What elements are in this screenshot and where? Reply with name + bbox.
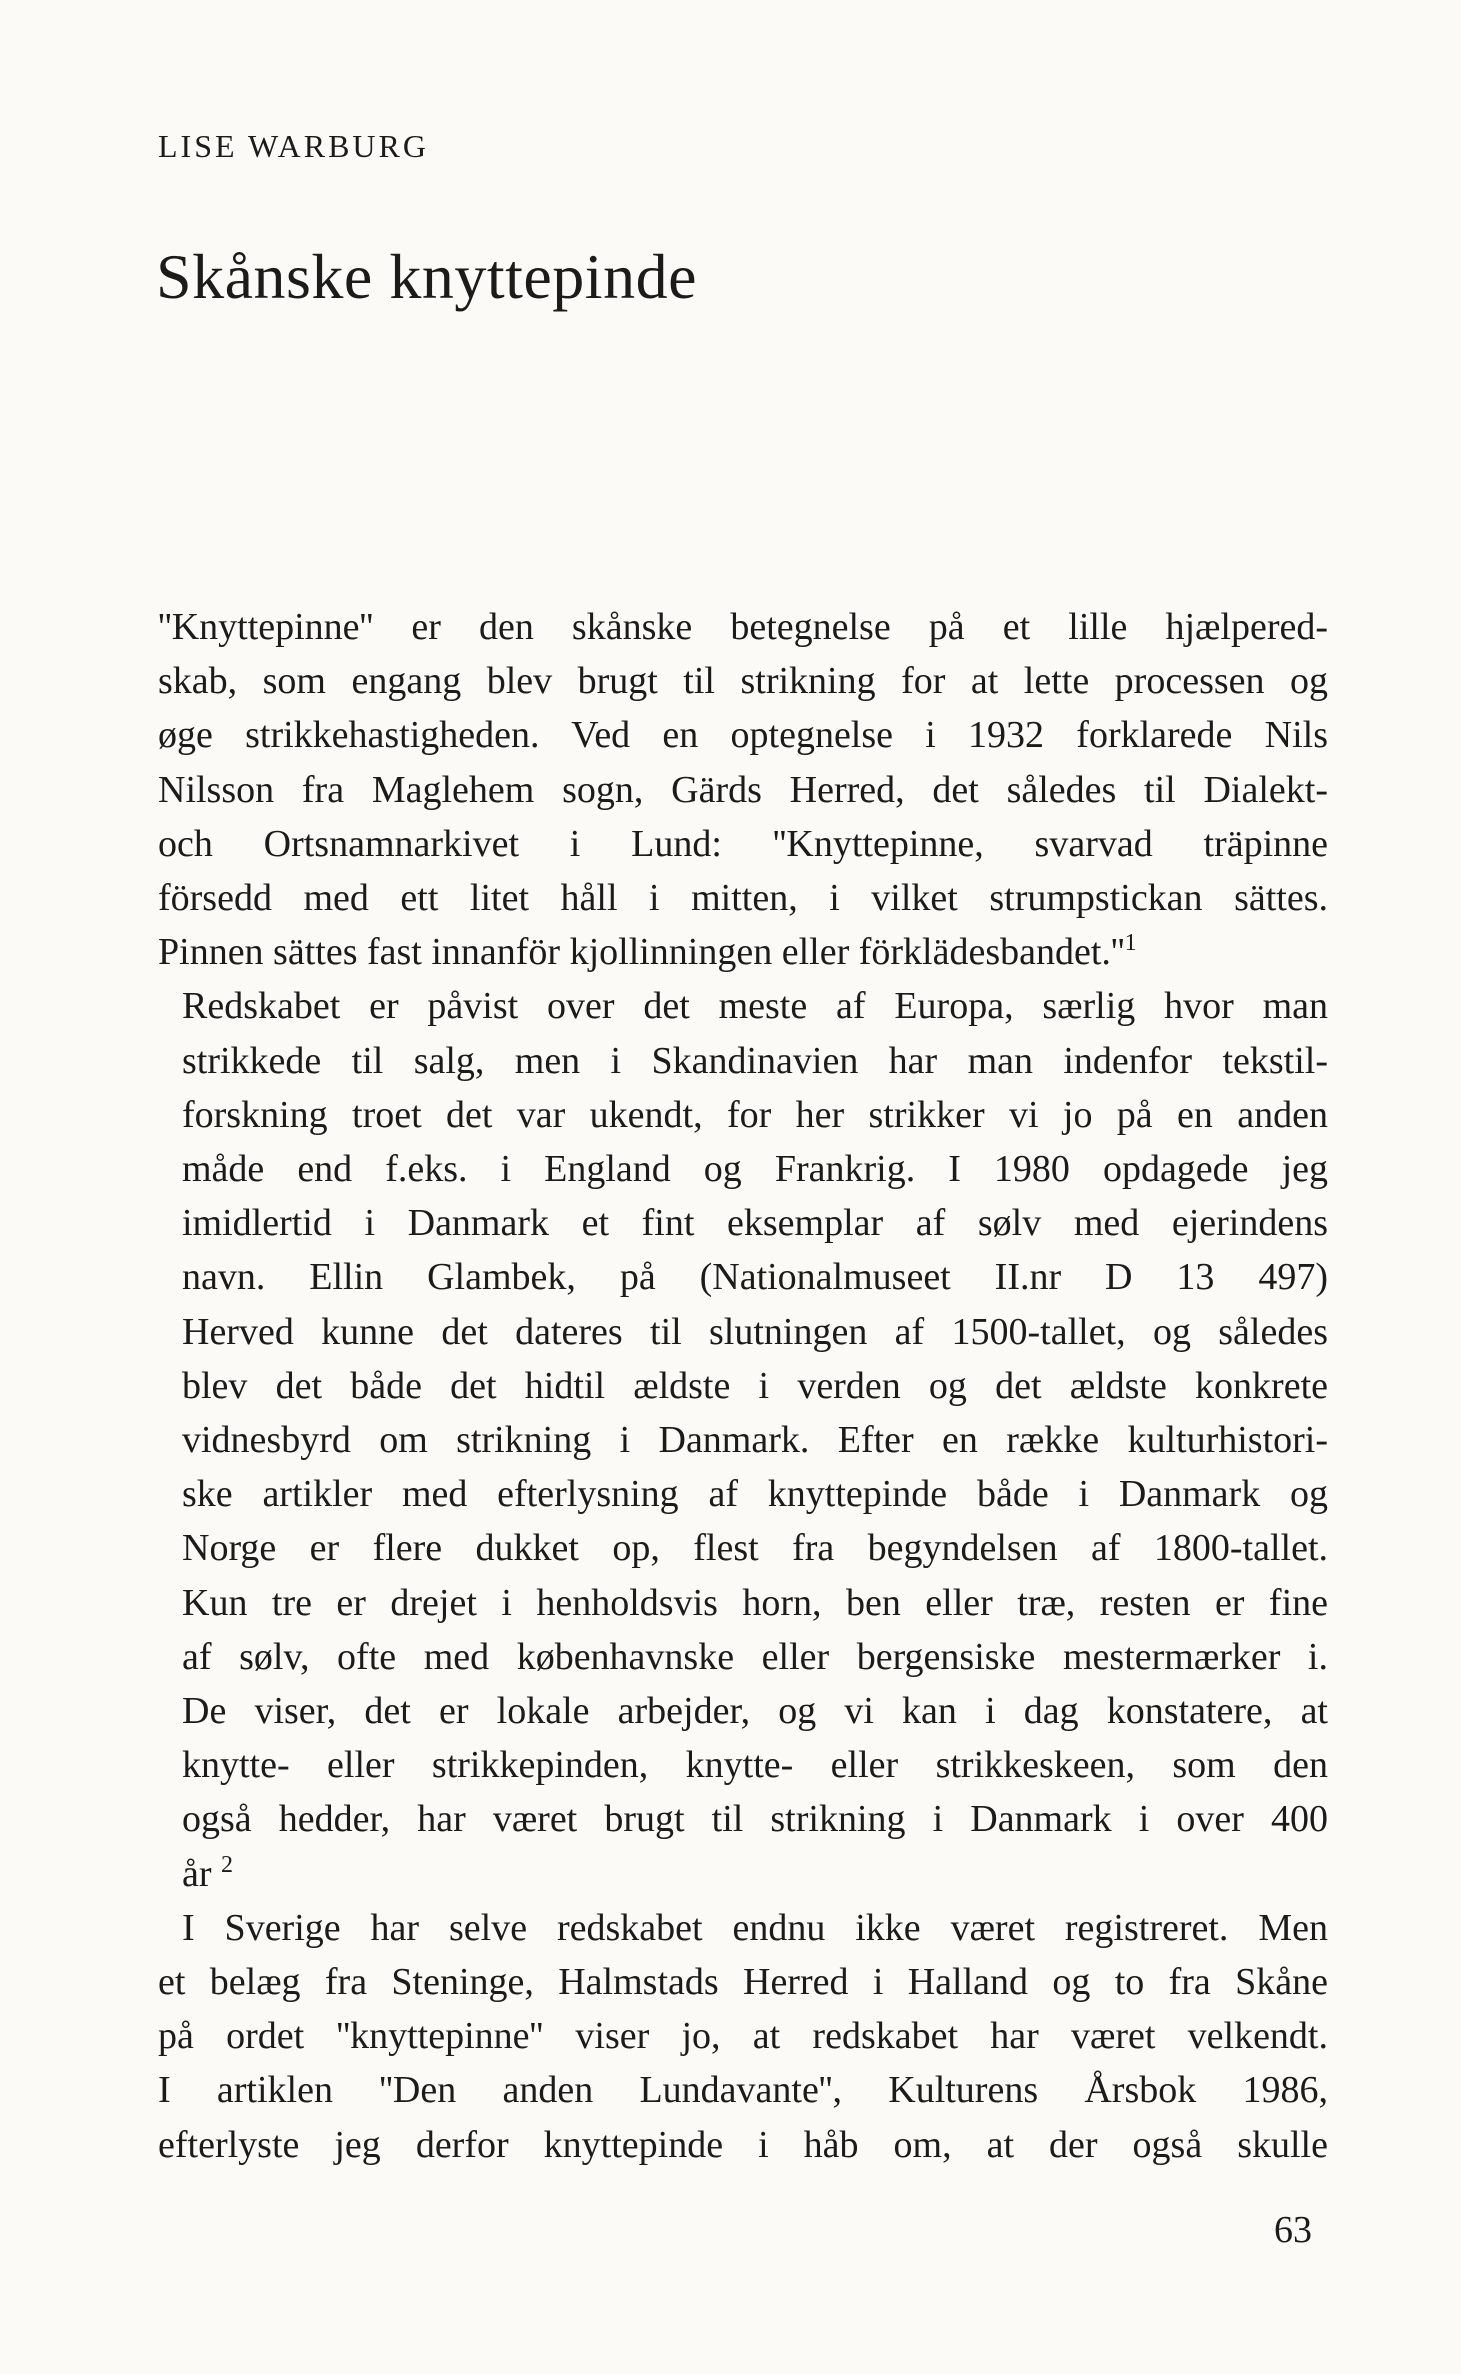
text-line: et belæg fra Steninge, Halmstads Herred i Halland og to fra Skåne <box>158 1961 1328 2004</box>
text-line: vidnesbyrd om strikning i Danmark. Efter en række kulturhistori- <box>182 1419 1328 1462</box>
article-body <box>158 600 1328 2172</box>
text-line: strikkede til salg, men i Skandinavien har man indenfor tekstil- <box>182 1039 1328 1082</box>
footnote-ref: 1 <box>1124 930 1137 957</box>
text-line: efterlyste jeg derfor knyttepinde i håb om, at der også skulle <box>158 2123 1328 2166</box>
text-line: skab, som engang blev brugt til strikning for at lette processen og <box>158 660 1328 703</box>
paragraph-2 <box>158 979 1328 1900</box>
text-line: I artiklen ''Den anden Lundavante'', Kulturens Årsbok 1986, <box>158 2069 1328 2112</box>
author-name: LISE WARBURG <box>158 128 429 164</box>
text-line: på ordet ''knyttepinne'' viser jo, at redskabet har været velkendt. <box>158 2015 1328 2058</box>
paragraph-1 <box>158 600 1328 979</box>
text-line: imidlertid i Danmark et fint eksemplar af sølv med ejerindens <box>182 1202 1328 1245</box>
text-line-with-footnote <box>158 1847 1328 1901</box>
text-line: Nilsson fra Maglehem sogn, Gärds Herred, det således til Dialekt- <box>158 768 1328 811</box>
text-line: øge strikkehastigheden. Ved en optegnelse i 1932 forklarede Nils <box>158 714 1328 757</box>
text-line: ''Knyttepinne'' er den skånske betegnelse på et lille hjælpered- <box>158 606 1328 648</box>
text-line: Redskabet er påvist over det meste af Europa, særlig hvor man <box>182 985 1328 1028</box>
text-line: også hedder, har været brugt til strikning i Danmark i over 400 <box>182 1798 1328 1841</box>
text-line: navn. Ellin Glambek, på (Nationalmuseet II.nr D 13 497) <box>182 1256 1328 1299</box>
text-line: Kun tre er drejet i henholdsvis horn, ben eller træ, resten er fine <box>182 1581 1328 1624</box>
text-line: blev det både det hidtil ældste i verden og det ældste konkrete <box>182 1364 1328 1407</box>
text-line: och Ortsnamnarkivet i Lund: ''Knyttepinne, svarvad träpinne <box>158 822 1328 865</box>
text-line: år <box>182 1852 212 1895</box>
text-line: Pinnen sättes fast innanför kjollinningen eller förklädesbandet.'' <box>158 931 1125 974</box>
text-line: forskning troet det var ukendt, for her strikker vi jo på en anden <box>182 1093 1328 1136</box>
text-line: I Sverige har selve redskabet endnu ikke været registreret. Men <box>182 1906 1328 1949</box>
text-line: Norge er flere dukket op, flest fra begyndelsen af 1800-tallet. <box>182 1527 1328 1570</box>
text-line: måde end f.eks. i England og Frankrig. I 1980 opdagede jeg <box>182 1148 1328 1191</box>
text-line: försedd med ett litet håll i mitten, i vilket strumpstickan sättes. <box>158 877 1328 920</box>
text-line-with-footnote <box>158 925 1328 979</box>
text-line: ske artikler med efterlysning af knyttepinde både i Danmark og <box>182 1473 1328 1516</box>
text-line: De viser, det er lokale arbejder, og vi kan i dag konstatere, at <box>182 1690 1328 1733</box>
footnote-ref: 2 <box>221 1851 234 1878</box>
page-number: 63 <box>1274 2209 1312 2251</box>
text-line: Herved kunne det dateres til slutningen af 1500-tallet, og således <box>182 1310 1328 1353</box>
article-title: Skånske knyttepinde <box>156 241 697 312</box>
text-line: knytte- eller strikkepinden, knytte- eller strikkeskeen, som den <box>182 1744 1328 1787</box>
paragraph-3 <box>158 1901 1328 2172</box>
text-line: af sølv, ofte med københavnske eller bergensiske mestermærker i. <box>182 1635 1328 1678</box>
